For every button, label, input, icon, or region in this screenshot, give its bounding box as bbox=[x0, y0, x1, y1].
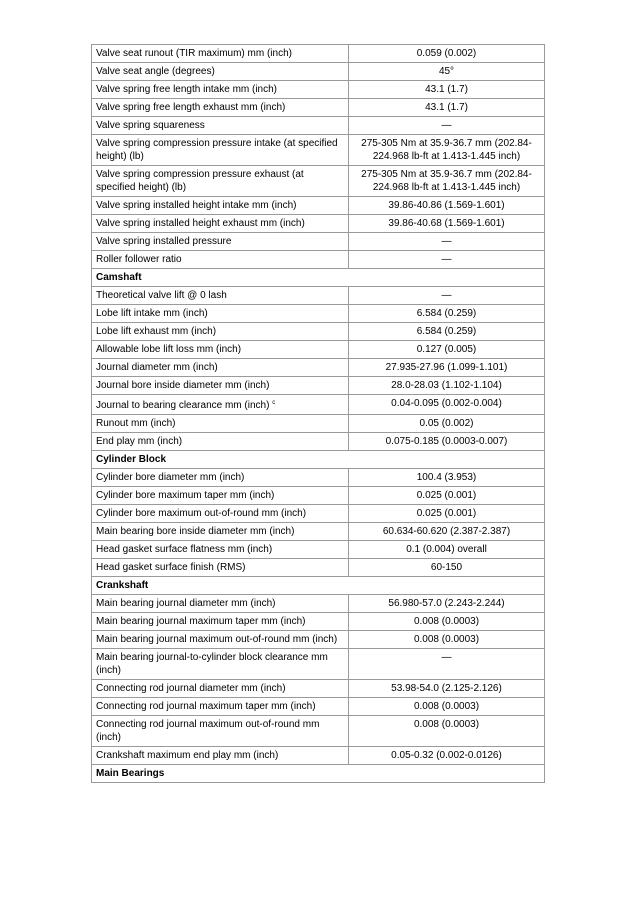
spec-value: 53.98-54.0 (2.125-2.126) bbox=[349, 680, 545, 698]
spec-label: Lobe lift intake mm (inch) bbox=[96, 308, 208, 319]
spec-label-cell bbox=[92, 747, 349, 765]
table-row bbox=[92, 305, 545, 323]
spec-label: Cylinder bore maximum taper mm (inch) bbox=[96, 490, 275, 501]
spec-label: Valve spring squareness bbox=[96, 120, 205, 131]
spec-value: 0.127 (0.005) bbox=[349, 341, 545, 359]
spec-label: Journal to bearing clearance mm (inch) bbox=[96, 400, 270, 411]
spec-label-cell bbox=[92, 377, 349, 395]
table-row bbox=[92, 99, 545, 117]
table-row bbox=[92, 251, 545, 269]
spec-label: Valve spring installed height exhaust mm (inch) bbox=[96, 218, 305, 229]
table-row bbox=[92, 595, 545, 613]
spec-value: 100.4 (3.953) bbox=[349, 469, 545, 487]
table-row bbox=[92, 523, 545, 541]
spec-label: Head gasket surface flatness mm (inch) bbox=[96, 544, 273, 555]
table-row bbox=[92, 197, 545, 215]
spec-label: Allowable lobe lift loss mm (inch) bbox=[96, 344, 242, 355]
spec-label-cell bbox=[92, 251, 349, 269]
spec-label: Valve seat runout (TIR maximum) mm (inch) bbox=[96, 48, 292, 59]
spec-label-cell bbox=[92, 341, 349, 359]
spec-value: 28.0-28.03 (1.102-1.104) bbox=[349, 377, 545, 395]
table-row bbox=[92, 613, 545, 631]
spec-label: Connecting rod journal maximum out-of-round mm (inch) bbox=[96, 719, 320, 743]
spec-value: 39.86-40.86 (1.569-1.601) bbox=[349, 197, 545, 215]
spec-label: Connecting rod journal diameter mm (inch) bbox=[96, 683, 286, 694]
spec-value: 27.935-27.96 (1.099-1.101) bbox=[349, 359, 545, 377]
spec-label: Valve spring installed pressure bbox=[96, 236, 232, 247]
spec-label: Valve spring free length intake mm (inch) bbox=[96, 84, 278, 95]
table-row bbox=[92, 505, 545, 523]
spec-label-cell bbox=[92, 680, 349, 698]
section-header-row bbox=[92, 577, 545, 595]
spec-label: Valve spring compression pressure exhaust (at specified height) (lb) bbox=[96, 169, 304, 193]
spec-label-cell bbox=[92, 166, 349, 197]
spec-label-cell bbox=[92, 649, 349, 680]
section-title: Crankshaft bbox=[92, 577, 545, 595]
spec-label: Valve spring installed height intake mm (inch) bbox=[96, 200, 297, 211]
table-row bbox=[92, 631, 545, 649]
spec-label: Valve spring compression pressure intake (at specified height) (lb) bbox=[96, 138, 338, 162]
spec-label: Valve spring free length exhaust mm (inch) bbox=[96, 102, 286, 113]
spec-label-cell bbox=[92, 698, 349, 716]
spec-value: 275-305 Nm at 35.9-36.7 mm (202.84-224.968 lb-ft at 1.413-1.445 inch) bbox=[349, 135, 545, 166]
spec-label: Journal bore inside diameter mm (inch) bbox=[96, 380, 270, 391]
section-header-row bbox=[92, 269, 545, 287]
spec-label: Main bearing journal maximum taper mm (inch) bbox=[96, 616, 306, 627]
section-title: Cylinder Block bbox=[92, 451, 545, 469]
spec-label: Main bearing bore inside diameter mm (inch) bbox=[96, 526, 295, 537]
specifications-table-body bbox=[92, 45, 545, 783]
spec-label-cell bbox=[92, 81, 349, 99]
spec-label: Roller follower ratio bbox=[96, 254, 182, 265]
table-row bbox=[92, 716, 545, 747]
table-row bbox=[92, 215, 545, 233]
spec-label-cell bbox=[92, 613, 349, 631]
spec-label-cell bbox=[92, 433, 349, 451]
table-row bbox=[92, 747, 545, 765]
spec-label-cell bbox=[92, 117, 349, 135]
spec-value: — bbox=[349, 233, 545, 251]
spec-label-cell bbox=[92, 197, 349, 215]
table-row bbox=[92, 287, 545, 305]
spec-label: End play mm (inch) bbox=[96, 436, 183, 447]
spec-label: Lobe lift exhaust mm (inch) bbox=[96, 326, 217, 337]
spec-value: 0.008 (0.0003) bbox=[349, 698, 545, 716]
spec-label-cell bbox=[92, 631, 349, 649]
spec-label-cell bbox=[92, 541, 349, 559]
section-header-row bbox=[92, 765, 545, 783]
table-row bbox=[92, 415, 545, 433]
spec-label-cell bbox=[92, 305, 349, 323]
spec-label: Connecting rod journal maximum taper mm (inch) bbox=[96, 701, 316, 712]
spec-value: — bbox=[349, 251, 545, 269]
table-row bbox=[92, 323, 545, 341]
footnote-marker: c bbox=[272, 400, 276, 406]
table-row bbox=[92, 233, 545, 251]
spec-value: 45° bbox=[349, 63, 545, 81]
spec-label-cell bbox=[92, 135, 349, 166]
spec-label-cell bbox=[92, 395, 349, 415]
spec-value: 39.86-40.68 (1.569-1.601) bbox=[349, 215, 545, 233]
spec-value: 0.008 (0.0003) bbox=[349, 613, 545, 631]
table-row bbox=[92, 45, 545, 63]
spec-value: 0.1 (0.004) overall bbox=[349, 541, 545, 559]
section-title: Main Bearings bbox=[92, 765, 545, 783]
spec-value: 0.059 (0.002) bbox=[349, 45, 545, 63]
table-row bbox=[92, 698, 545, 716]
spec-value: 0.04-0.095 (0.002-0.004) bbox=[349, 395, 545, 415]
table-row bbox=[92, 487, 545, 505]
spec-label: Runout mm (inch) bbox=[96, 418, 176, 429]
spec-value: 0.075-0.185 (0.0003-0.007) bbox=[349, 433, 545, 451]
table-row bbox=[92, 63, 545, 81]
section-title: Camshaft bbox=[92, 269, 545, 287]
spec-label-cell bbox=[92, 505, 349, 523]
specifications-table bbox=[91, 44, 545, 783]
spec-label-cell bbox=[92, 63, 349, 81]
spec-label-cell bbox=[92, 323, 349, 341]
spec-label-cell bbox=[92, 487, 349, 505]
spec-value: 6.584 (0.259) bbox=[349, 323, 545, 341]
section-header-row bbox=[92, 451, 545, 469]
spec-value: 0.025 (0.001) bbox=[349, 487, 545, 505]
spec-label-cell bbox=[92, 287, 349, 305]
spec-label-cell bbox=[92, 45, 349, 63]
table-row bbox=[92, 359, 545, 377]
table-row bbox=[92, 559, 545, 577]
spec-label: Cylinder bore maximum out-of-round mm (inch) bbox=[96, 508, 307, 519]
spec-value: 0.05 (0.002) bbox=[349, 415, 545, 433]
table-row bbox=[92, 81, 545, 99]
table-row bbox=[92, 166, 545, 197]
spec-value: — bbox=[349, 287, 545, 305]
table-row bbox=[92, 117, 545, 135]
spec-value: 60.634-60.620 (2.387-2.387) bbox=[349, 523, 545, 541]
spec-label-cell bbox=[92, 233, 349, 251]
spec-label-cell bbox=[92, 359, 349, 377]
spec-label-cell bbox=[92, 523, 349, 541]
table-row bbox=[92, 433, 545, 451]
spec-value: — bbox=[349, 117, 545, 135]
spec-label: Theoretical valve lift @ 0 lash bbox=[96, 290, 227, 301]
spec-value: 0.008 (0.0003) bbox=[349, 631, 545, 649]
table-row bbox=[92, 680, 545, 698]
spec-label-cell bbox=[92, 415, 349, 433]
spec-label: Journal diameter mm (inch) bbox=[96, 362, 218, 373]
spec-label: Valve seat angle (degrees) bbox=[96, 66, 215, 77]
table-row bbox=[92, 341, 545, 359]
spec-label: Main bearing journal-to-cylinder block clearance mm (inch) bbox=[96, 652, 328, 676]
spec-label: Cylinder bore diameter mm (inch) bbox=[96, 472, 245, 483]
spec-label-cell bbox=[92, 469, 349, 487]
spec-value: 0.025 (0.001) bbox=[349, 505, 545, 523]
spec-label-cell bbox=[92, 559, 349, 577]
spec-value: 56.980-57.0 (2.243-2.244) bbox=[349, 595, 545, 613]
spec-label: Main bearing journal diameter mm (inch) bbox=[96, 598, 276, 609]
spec-value: 6.584 (0.259) bbox=[349, 305, 545, 323]
spec-value: — bbox=[349, 649, 545, 680]
spec-value: 0.008 (0.0003) bbox=[349, 716, 545, 747]
spec-label-cell bbox=[92, 99, 349, 117]
spec-value: 60-150 bbox=[349, 559, 545, 577]
spec-label-cell bbox=[92, 595, 349, 613]
spec-label: Main bearing journal maximum out-of-round mm (inch) bbox=[96, 634, 338, 645]
spec-value: 0.05-0.32 (0.002-0.0126) bbox=[349, 747, 545, 765]
table-row bbox=[92, 135, 545, 166]
table-row bbox=[92, 377, 545, 395]
spec-label-cell bbox=[92, 716, 349, 747]
spec-label: Crankshaft maximum end play mm (inch) bbox=[96, 750, 279, 761]
spec-value: 275-305 Nm at 35.9-36.7 mm (202.84-224.968 lb-ft at 1.413-1.445 inch) bbox=[349, 166, 545, 197]
table-row bbox=[92, 541, 545, 559]
table-row bbox=[92, 469, 545, 487]
table-row bbox=[92, 395, 545, 415]
spec-value: 43.1 (1.7) bbox=[349, 99, 545, 117]
spec-value: 43.1 (1.7) bbox=[349, 81, 545, 99]
table-row bbox=[92, 649, 545, 680]
spec-label: Head gasket surface finish (RMS) bbox=[96, 562, 246, 573]
spec-label-cell bbox=[92, 215, 349, 233]
